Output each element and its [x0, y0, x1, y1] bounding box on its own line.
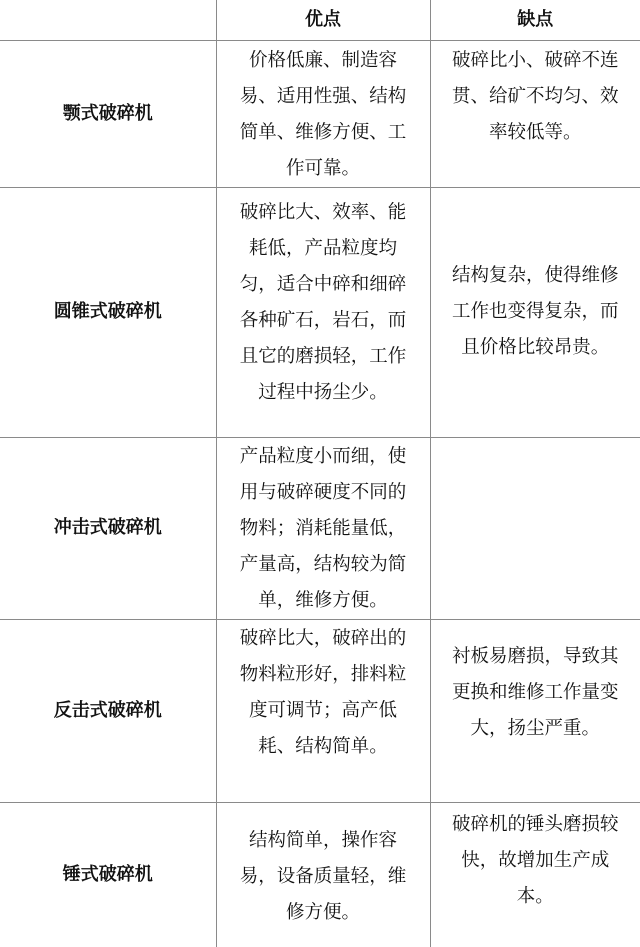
cell-text-line: 作可靠。	[217, 151, 430, 187]
cell-text-line: 衬板易磨损，导致其	[431, 639, 640, 675]
cell-text-line: 破碎比小、破碎不连	[431, 43, 640, 79]
crusher-name: 颚式破碎机	[0, 40, 216, 187]
cell-text-line: 价格低廉、制造容	[217, 43, 430, 79]
header-cons: 缺点	[430, 0, 640, 40]
table-row	[0, 802, 640, 947]
table-row	[0, 619, 640, 802]
cell-text-line: 且价格比较昂贵。	[431, 330, 640, 366]
cell-text-line: 本。	[431, 879, 640, 915]
cell-text-line: 破碎比大、效率、能	[217, 195, 430, 231]
cell-text-line: 物料；消耗能量低，	[217, 511, 430, 547]
header-row	[0, 0, 640, 40]
pros-cell	[216, 40, 430, 187]
cell-text-line: 用与破碎硬度不同的	[217, 475, 430, 511]
pros-cell	[216, 619, 430, 802]
cell-text-line: 易，设备质量轻，维	[217, 859, 430, 895]
cell-text-line: 破碎机的锤头磨损较	[431, 807, 640, 843]
crusher-name: 圆锥式破碎机	[0, 187, 216, 437]
cell-text-line: 贯、给矿不均匀、效	[431, 79, 640, 115]
pros-cell	[216, 187, 430, 437]
cell-text-line: 过程中扬尘少。	[217, 375, 430, 411]
cons-cell	[430, 40, 640, 187]
crusher-name: 锤式破碎机	[0, 802, 216, 947]
cell-text-line: 率较低等。	[431, 115, 640, 151]
header-pros: 优点	[216, 0, 430, 40]
cell-text-line: 结构复杂，使得维修	[431, 258, 640, 294]
pros-cell	[216, 802, 430, 947]
cell-text-line: 耗低，产品粒度均	[217, 231, 430, 267]
crusher-name: 冲击式破碎机	[0, 437, 216, 619]
header-type	[0, 0, 216, 40]
crusher-name: 反击式破碎机	[0, 619, 216, 802]
cell-text-line: 大，扬尘严重。	[431, 711, 640, 747]
cell-text-line: 耗、结构简单。	[217, 729, 430, 765]
cell-text-line: 更换和维修工作量变	[431, 675, 640, 711]
table-row	[0, 40, 640, 187]
cell-text-line: 单，维修方便。	[217, 583, 430, 619]
table-row	[0, 437, 640, 619]
cell-text-line: 匀，适合中碎和细碎	[217, 267, 430, 303]
cons-cell	[430, 802, 640, 947]
cell-text-line: 快，故增加生产成	[431, 843, 640, 879]
table-row	[0, 187, 640, 437]
cons-cell	[430, 187, 640, 437]
cons-cell	[430, 437, 640, 619]
cell-text-line: 产品粒度小而细，使	[217, 439, 430, 475]
pros-cell	[216, 437, 430, 619]
cell-text-line: 简单、维修方便、工	[217, 115, 430, 151]
cell-text-line: 度可调节；高产低	[217, 693, 430, 729]
cell-text-line: 产量高，结构较为简	[217, 547, 430, 583]
cell-text-line: 修方便。	[217, 895, 430, 931]
cell-text-line: 且它的磨损轻，工作	[217, 339, 430, 375]
cons-cell	[430, 619, 640, 802]
cell-text-line: 工作也变得复杂，而	[431, 294, 640, 330]
cell-text-line: 易、适用性强、结构	[217, 79, 430, 115]
cell-text-line: 结构简单，操作容	[217, 823, 430, 859]
cell-text-line: 各种矿石，岩石，而	[217, 303, 430, 339]
cell-text-line: 破碎比大，破碎出的	[217, 621, 430, 657]
cell-text-line: 物料粒形好，排料粒	[217, 657, 430, 693]
